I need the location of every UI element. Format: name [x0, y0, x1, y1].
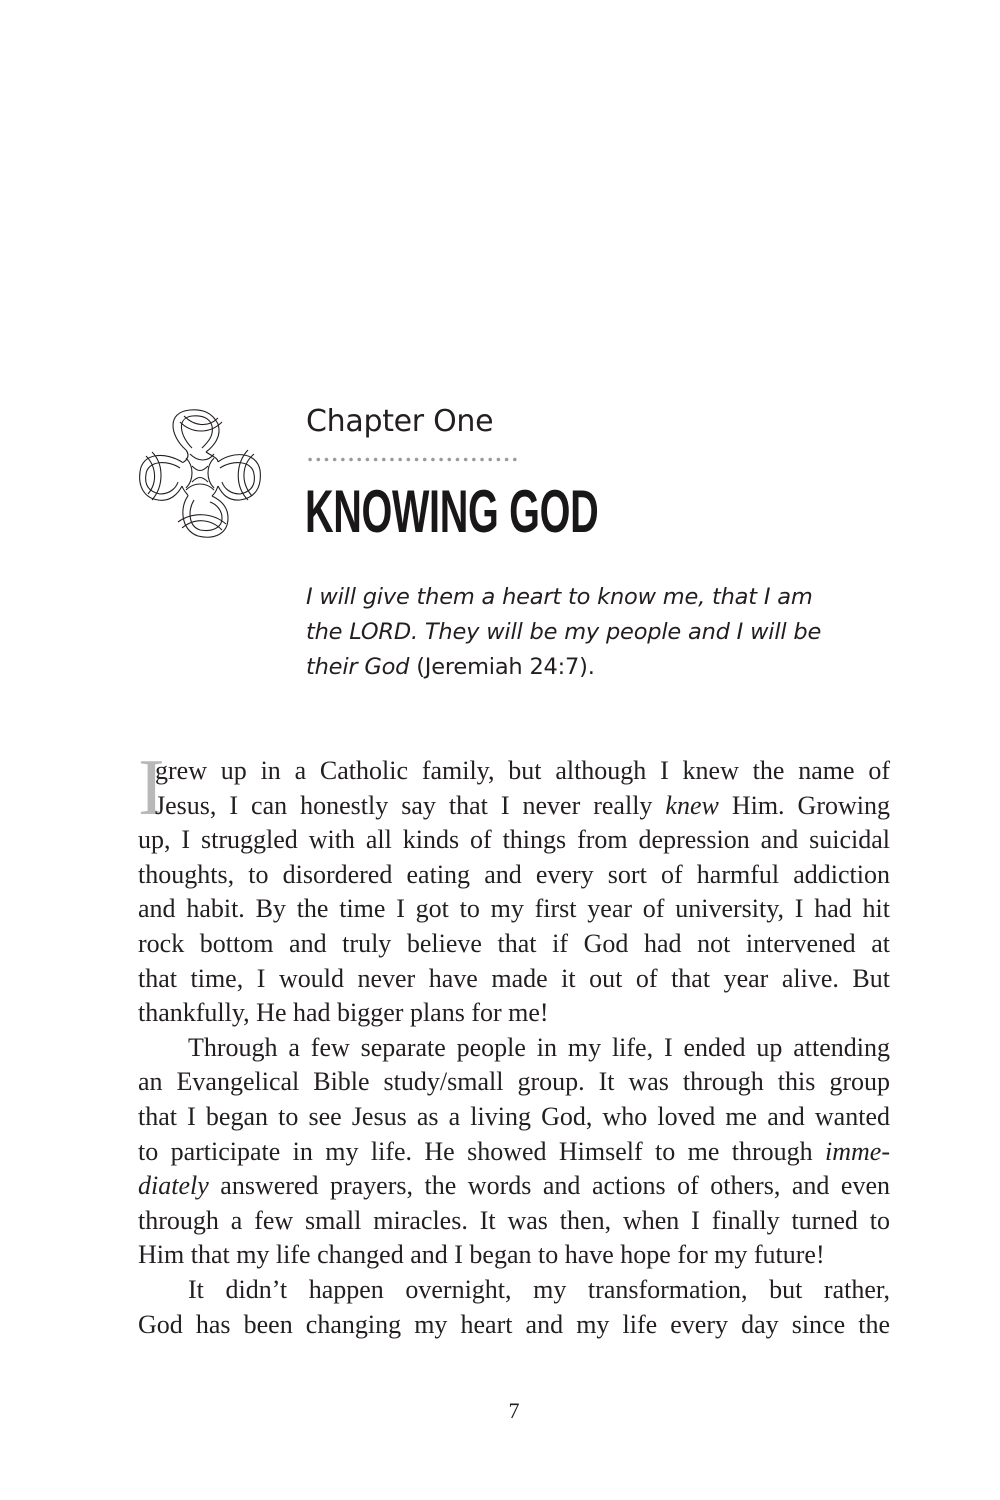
body-line: up, I struggled with all kinds of things from depression and suicidal [138, 825, 890, 855]
epigraph-line-2: the LORD. They will be my people and I will be [306, 619, 822, 645]
epigraph-line-1: I will give them a heart to know me, that I am [306, 584, 813, 610]
page-number: 7 [508, 1398, 520, 1423]
epigraph-line-3-italic: their God [306, 654, 410, 680]
body-line: to participate in my life. He showed Himself to me through imme- [138, 1136, 890, 1166]
chapter-dotted-rule [306, 457, 518, 462]
chapter-title: KNOWING GOD [305, 478, 599, 545]
body-line: an Evangelical Bible study/small group. It was through this group [138, 1067, 890, 1097]
chapter-label: Chapter One [306, 404, 494, 439]
body-line: that I began to see Jesus as a living God, who loved me and wanted [138, 1101, 890, 1131]
celtic-knot-cross-icon [136, 406, 264, 542]
body-line: thoughts, to disordered eating and every sort of harmful addiction [138, 859, 890, 889]
body-line: through a few small miracles. It was then, when I finally turned to [138, 1205, 890, 1235]
body-line: that time, I would never have made it out of that year alive. But [138, 963, 890, 993]
body-line: diately answered prayers, the words and actions of others, and even [138, 1171, 890, 1201]
body-line: It didn’t happen overnight, my transformation, but rather, [188, 1274, 890, 1304]
body-line: rock bottom and truly believe that if God had not intervened at [138, 928, 890, 958]
body-line: grew up in a Catholic family, but although I knew the name of [155, 756, 890, 785]
epigraph-reference: (Jeremiah 24:7). [409, 654, 595, 680]
body-line: thankfully, He had bigger plans for me! [138, 998, 549, 1028]
body-line: God has been changing my heart and my life every day since the [138, 1309, 890, 1339]
body-line: and habit. By the time I got to my first year of university, I had hit [138, 894, 890, 924]
drop-cap: I [138, 744, 165, 832]
epigraph-line-3 [306, 650, 906, 685]
body-text [138, 744, 890, 1342]
body-line: Jesus, I can honestly say that I never really knew Him. Growing [155, 790, 890, 820]
body-line: Him that my life changed and I began to have hope for my future! [138, 1240, 825, 1270]
body-line: Through a few separate people in my life, I ended up attending [188, 1032, 890, 1062]
epigraph [306, 580, 906, 685]
